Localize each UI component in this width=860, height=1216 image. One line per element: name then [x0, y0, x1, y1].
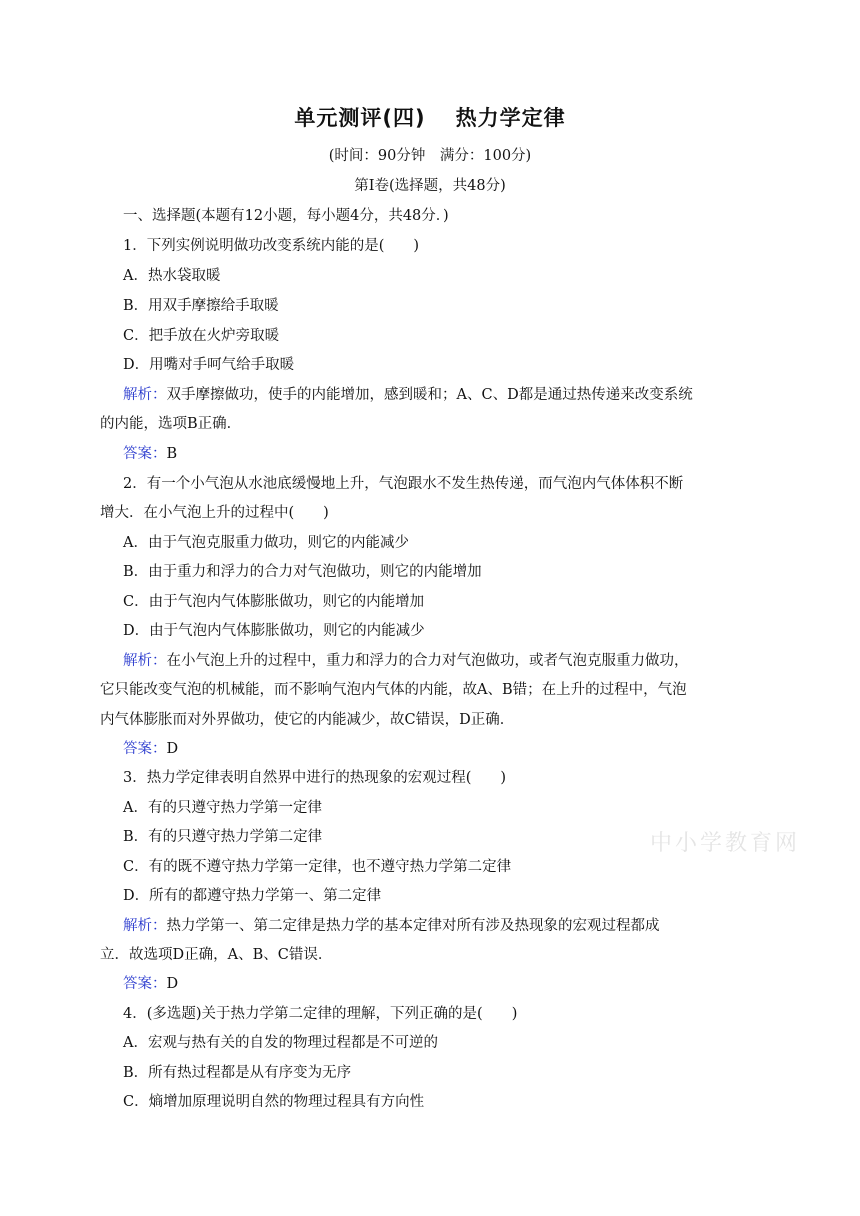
q4-option-c: C．熵增加原理说明自然的物理过程具有方向性 — [123, 1094, 425, 1110]
answer-label: 答案： — [123, 741, 167, 757]
analysis-label: 解析： — [123, 653, 167, 669]
q2-analysis-text-3: 内气体膨胀而对外界做功，使它的内能减少，故C错误，D正确． — [100, 712, 515, 728]
q3-analysis-text-1: 热力学第一、第二定律是热力学的基本定律对所有涉及热现象的宏观过程都成 — [166, 918, 660, 934]
q2-analysis-text-2: 它只能改变气泡的机械能，而不影响气泡内气体的内能，故A、B错；在上升的过程中，气泡 — [100, 682, 687, 698]
q2-option-a: A．由于气泡克服重力做功，则它的内能减少 — [123, 535, 409, 551]
answer-label: 答案： — [123, 446, 167, 462]
q3-analysis-text-2: 立．故选项D正确，A、B、C错误． — [100, 947, 333, 963]
q2-stem-2: 增大．在小气泡上升的过程中( ) — [100, 505, 329, 521]
exam-meta: (时间：90分钟 满分：100分) — [328, 148, 532, 164]
answer-label: 答案： — [123, 976, 167, 992]
q4-option-b: B．所有热过程都是从有序变为无序 — [123, 1065, 352, 1081]
q2-answer-value: D — [166, 741, 179, 757]
page-title — [0, 102, 860, 132]
q1-analysis — [123, 385, 693, 405]
watermark: 中小学教育网 — [650, 831, 801, 856]
q1-option-d: D．用嘴对手呵气给手取暖 — [123, 357, 295, 373]
q4-stem: 4．(多选题)关于热力学第二定律的理解，下列正确的是( ) — [123, 1006, 518, 1022]
q1-option-b: B．用双手摩擦给手取暖 — [123, 298, 279, 314]
q3-option-b: B．有的只遵守热力学第二定律 — [123, 829, 323, 845]
q3-answer — [123, 974, 178, 994]
q3-answer-value: D — [166, 976, 179, 992]
q2-option-d: D．由于气泡内气体膨胀做功，则它的内能减少 — [123, 623, 425, 639]
q3-stem: 3．热力学定律表明自然界中进行的热现象的宏观过程( ) — [123, 770, 507, 786]
title-sub: 热力学定律 — [455, 106, 566, 130]
title-main: 单元测评(四) — [294, 106, 426, 130]
q3-option-c: C．有的既不遵守热力学第一定律，也不遵守热力学第二定律 — [123, 859, 512, 875]
q1-answer-value: B — [166, 446, 178, 462]
q2-option-b: B．由于重力和浮力的合力对气泡做功，则它的内能增加 — [123, 564, 482, 580]
q3-option-a: A．有的只遵守热力学第一定律 — [123, 800, 322, 816]
q2-stem-1: 2．有一个小气泡从水池底缓慢地上升，气泡跟水不发生热传递，而气泡内气体体积不断 — [123, 476, 684, 492]
q1-option-a: A．热水袋取暖 — [123, 268, 221, 284]
q3-option-d: D．所有的都遵守热力学第一、第二定律 — [123, 888, 382, 904]
analysis-label: 解析： — [123, 918, 167, 934]
q1-analysis-text-2: 的内能，选项B正确． — [100, 416, 242, 432]
q3-analysis — [123, 916, 660, 936]
q1-stem: 1．下列实例说明做功改变系统内能的是( ) — [123, 238, 420, 254]
section-heading: 一、选择题(本题有12小题，每小题4分，共48分．) — [123, 208, 449, 224]
q1-answer — [123, 444, 177, 464]
q1-option-c: C．把手放在火炉旁取暖 — [123, 328, 280, 344]
q1-analysis-text-1: 双手摩擦做功，使手的内能增加，感到暖和；A、C、D都是通过热传递来改变系统 — [166, 387, 693, 403]
q2-analysis-text-1: 在小气泡上升的过程中，重力和浮力的合力对气泡做功，或者气泡克服重力做功， — [166, 653, 689, 669]
q2-option-c: C．由于气泡内气体膨胀做功，则它的内能增加 — [123, 594, 425, 610]
q2-analysis — [123, 651, 689, 671]
analysis-label: 解析： — [123, 387, 167, 403]
q2-answer — [123, 739, 178, 759]
volume-heading: 第Ⅰ卷(选择题，共48分) — [354, 178, 506, 194]
q4-option-a: A．宏观与热有关的自发的物理过程都是不可逆的 — [123, 1035, 438, 1051]
